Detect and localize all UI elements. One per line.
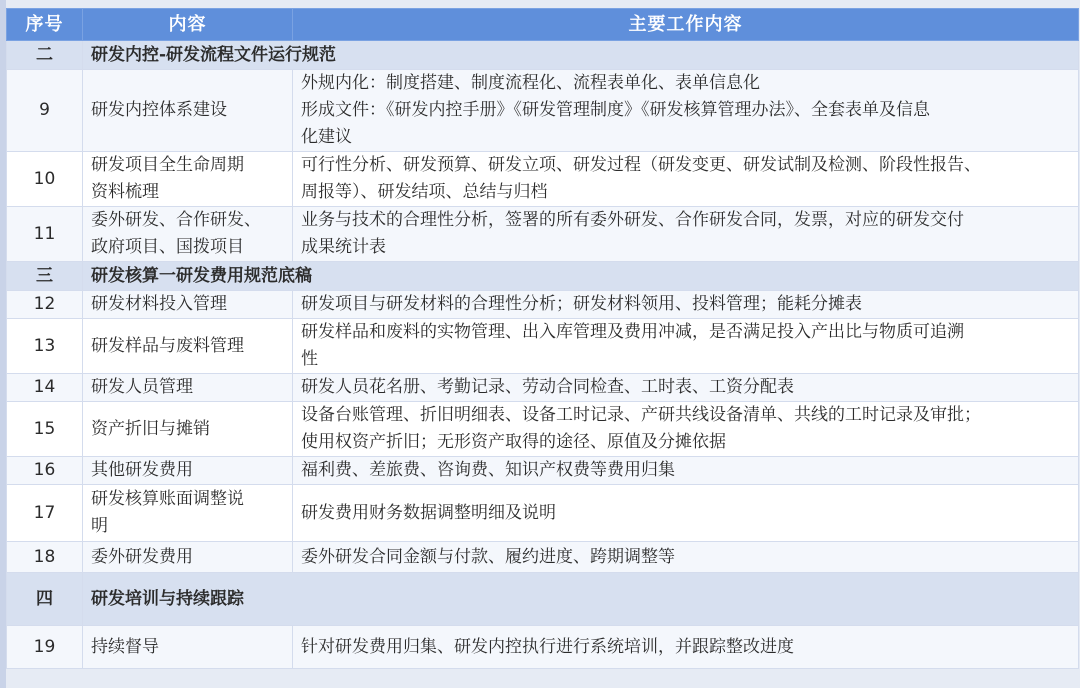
row-content: 研发人员管理 [83,374,293,402]
row-index: 9 [7,70,83,152]
row-work [293,152,1079,207]
row-work-line: 研发样品和废料的实物管理、出入库管理及费用冲减，是否满足投入产出比与物质可追溯 [301,322,964,342]
table-row [7,319,1079,374]
header-index: 序号 [7,9,83,41]
section-index: 二 [7,41,83,70]
row-work-line: 化建议 [301,127,352,147]
row-content: 研发样品与废料管理 [83,319,293,374]
row-content: 持续督导 [83,626,293,669]
row-index: 16 [7,457,83,485]
table-row [7,626,1079,669]
row-content-line: 资料梳理 [91,182,159,202]
row-work: 福利费、差旅费、咨询费、知识产权费等费用归集 [293,457,1079,485]
row-work: 针对研发费用归集、研发内控执行进行系统培训，并跟踪整改进度 [293,626,1079,669]
row-work [293,207,1079,262]
row-content-line: 委外研发、合作研发、 [91,210,261,230]
table-row [7,152,1079,207]
row-work: 研发费用财务数据调整明细及说明 [293,485,1079,542]
section-title: 研发培训与持续跟踪 [83,573,1079,626]
row-index: 12 [7,291,83,319]
row-work-line: 成果统计表 [301,237,386,257]
row-content-line: 政府项目、国拨项目 [91,237,244,257]
row-content [83,152,293,207]
row-work-line: 外规内化：制度搭建、制度流程化、流程表单化、表单信息化 [301,73,760,93]
row-content-line: 研发项目全生命周期 [91,155,244,175]
table-row [7,402,1079,457]
section-title: 研发内控-研发流程文件运行规范 [83,41,1079,70]
row-work-line: 业务与技术的合理性分析，签署的所有委外研发、合作研发合同，发票，对应的研发交付 [301,210,964,230]
row-index: 17 [7,485,83,542]
table-row [7,485,1079,542]
header-content: 内容 [83,9,293,41]
row-work-line: 形成文件：《研发内控手册》《研发管理制度》《研发核算管理办法》、全套表单及信息 [301,100,930,120]
table-row [7,291,1079,319]
row-content-line: 明 [91,516,108,536]
row-index: 18 [7,542,83,573]
row-content: 委外研发费用 [83,542,293,573]
row-work [293,70,1079,152]
table-row [7,70,1079,152]
row-work: 研发项目与研发材料的合理性分析；研发材料领用、投料管理；能耗分摊表 [293,291,1079,319]
row-content: 研发内控体系建设 [83,70,293,152]
row-content: 其他研发费用 [83,457,293,485]
row-work: 研发人员花名册、考勤记录、劳动合同检查、工时表、工资分配表 [293,374,1079,402]
row-index: 14 [7,374,83,402]
header-work: 主要工作内容 [293,9,1079,41]
table-row [7,457,1079,485]
row-content: 资产折旧与摊销 [83,402,293,457]
table-header-row [7,9,1079,41]
section-title: 研发核算一研发费用规范底稿 [83,262,1079,291]
section-row [7,262,1079,291]
row-work-line: 可行性分析、研发预算、研发立项、研发过程（研发变更、研发试制及检测、阶段性报告、 [301,155,981,175]
row-work-line: 性 [301,349,318,369]
row-content: 研发材料投入管理 [83,291,293,319]
row-content [83,207,293,262]
row-index: 10 [7,152,83,207]
table-row [7,542,1079,573]
section-index: 四 [7,573,83,626]
work-plan-table [6,8,1079,669]
row-content-line: 研发核算账面调整说 [91,489,244,509]
row-index: 19 [7,626,83,669]
row-index: 15 [7,402,83,457]
row-content [83,485,293,542]
row-work: 委外研发合同金额与付款、履约进度、跨期调整等 [293,542,1079,573]
row-work [293,319,1079,374]
row-work-line: 使用权资产折旧；无形资产取得的途径、原值及分摊依据 [301,432,726,452]
table-row [7,374,1079,402]
table-row [7,207,1079,262]
section-index: 三 [7,262,83,291]
row-index: 13 [7,319,83,374]
section-row [7,573,1079,626]
row-work [293,402,1079,457]
row-work-line: 设备台账管理、折旧明细表、设备工时记录、产研共线设备清单、共线的工时记录及审批； [301,405,981,425]
row-work-line: 周报等）、研发结项、总结与归档 [301,182,548,202]
row-index: 11 [7,207,83,262]
section-row [7,41,1079,70]
